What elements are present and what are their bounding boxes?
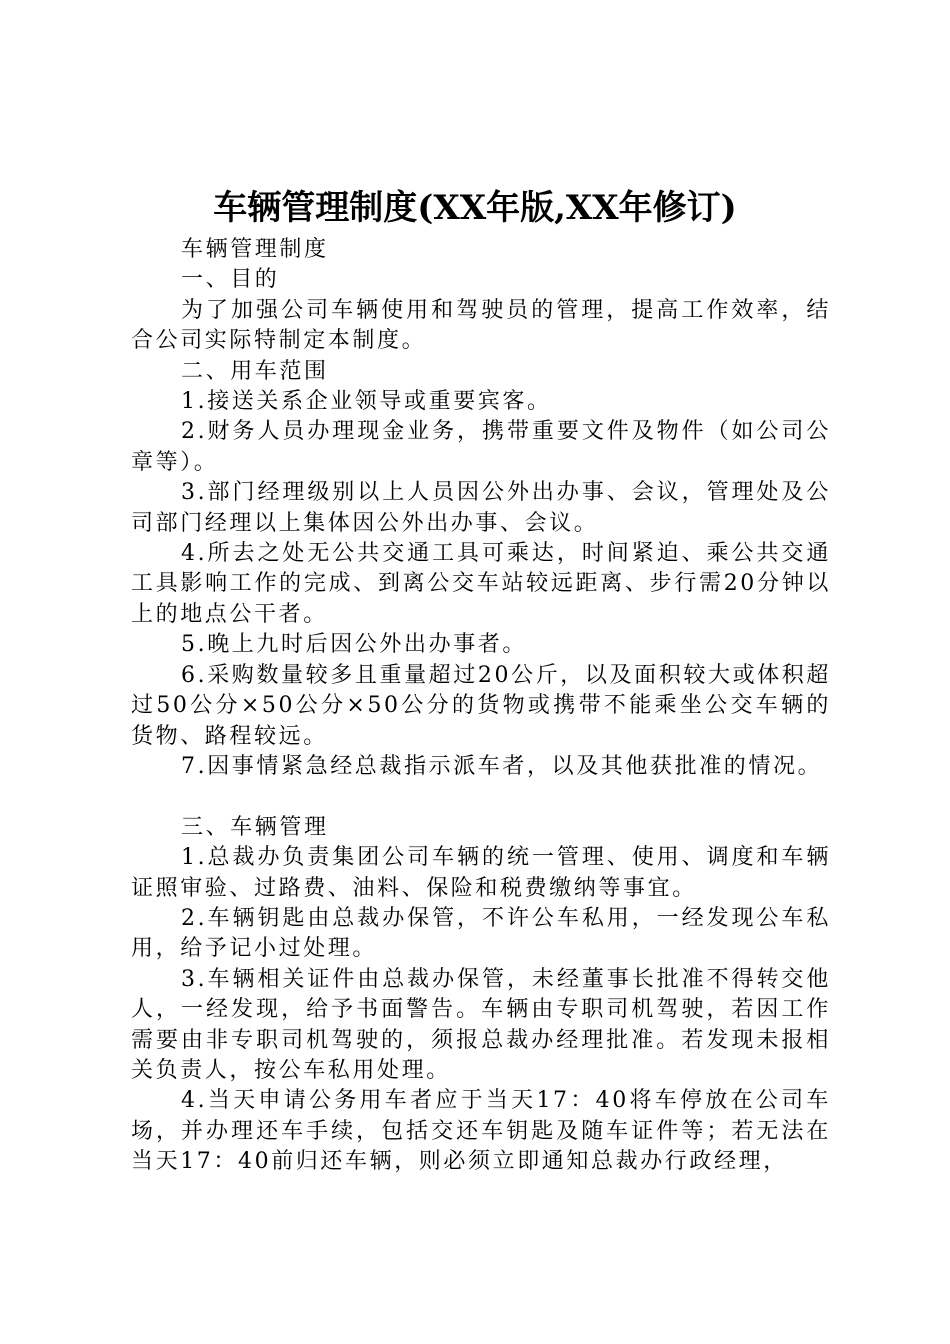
section-heading-scope: 二、用车范围 bbox=[181, 358, 329, 384]
paragraph: 为了加强公司车辆使用和驾驶员的管理，提高工作效率，结合公司实际特制定本制度。 bbox=[131, 297, 831, 354]
document-body bbox=[131, 235, 831, 1178]
list-item: 3.车辆相关证件由总裁办保管，未经董事长批准不得转交他人，一经发现，给予书面警告。车辆由专职司机驾驶，若因工作需要由非专职司机驾驶的，须报总裁办经理批准。若发现未报相关负责人，按公车私用处理。 bbox=[131, 966, 831, 1083]
blank-line bbox=[131, 782, 831, 812]
list-item: 2.财务人员办理现金业务，携带重要文件及物件（如公司公章等）。 bbox=[131, 419, 831, 475]
section-heading-purpose: 一、目的 bbox=[181, 267, 280, 293]
paragraph-heading: 车辆管理制度 bbox=[181, 237, 329, 262]
list-item: 5.晚上九时后因公外出办事者。 bbox=[181, 632, 527, 658]
list-item: 1.接送关系企业领导或重要宾客。 bbox=[181, 389, 552, 415]
list-item: 6.采购数量较多且重量超过20公斤，以及面积较大或体积超过50公分×50公分×50公分的货物或携带不能乘坐公交车辆的货物、路程较远。 bbox=[131, 662, 831, 749]
document-title: 车辆管理制度(XX年版,XX年修订) bbox=[213, 188, 737, 228]
list-item: 3.部门经理级别以上人员因公外出办事、会议，管理处及公司部门经理以上集体因公外出办事、会议。 bbox=[131, 480, 831, 536]
section-heading-management: 三、车辆管理 bbox=[181, 814, 329, 840]
list-item: 2.车辆钥匙由总裁办保管，不许公车私用，一经发现公车私用，给予记小过处理。 bbox=[131, 905, 831, 962]
list-item: 4.当天申请公务用车者应于当天17：40将车停放在公司车场，并办理还车手续，包括交还车钥匙及随车证件等；若无法在当天17：40前归还车辆，则必须立即通知总裁办行政经理， bbox=[131, 1088, 831, 1175]
list-item: 1.总裁办负责集团公司车辆的统一管理、使用、调度和车辆证照审验、过路费、油料、保险和税费缴纳等事宜。 bbox=[131, 845, 831, 901]
list-item: 7.因事情紧急经总裁指示派车者，以及其他获批准的情况。 bbox=[181, 753, 823, 779]
list-item: 4.所去之处无公共交通工具可乘达，时间紧迫、乘公共交通工具影响工作的完成、到离公交车站较远距离、步行需20分钟以上的地点公干者。 bbox=[131, 541, 831, 627]
